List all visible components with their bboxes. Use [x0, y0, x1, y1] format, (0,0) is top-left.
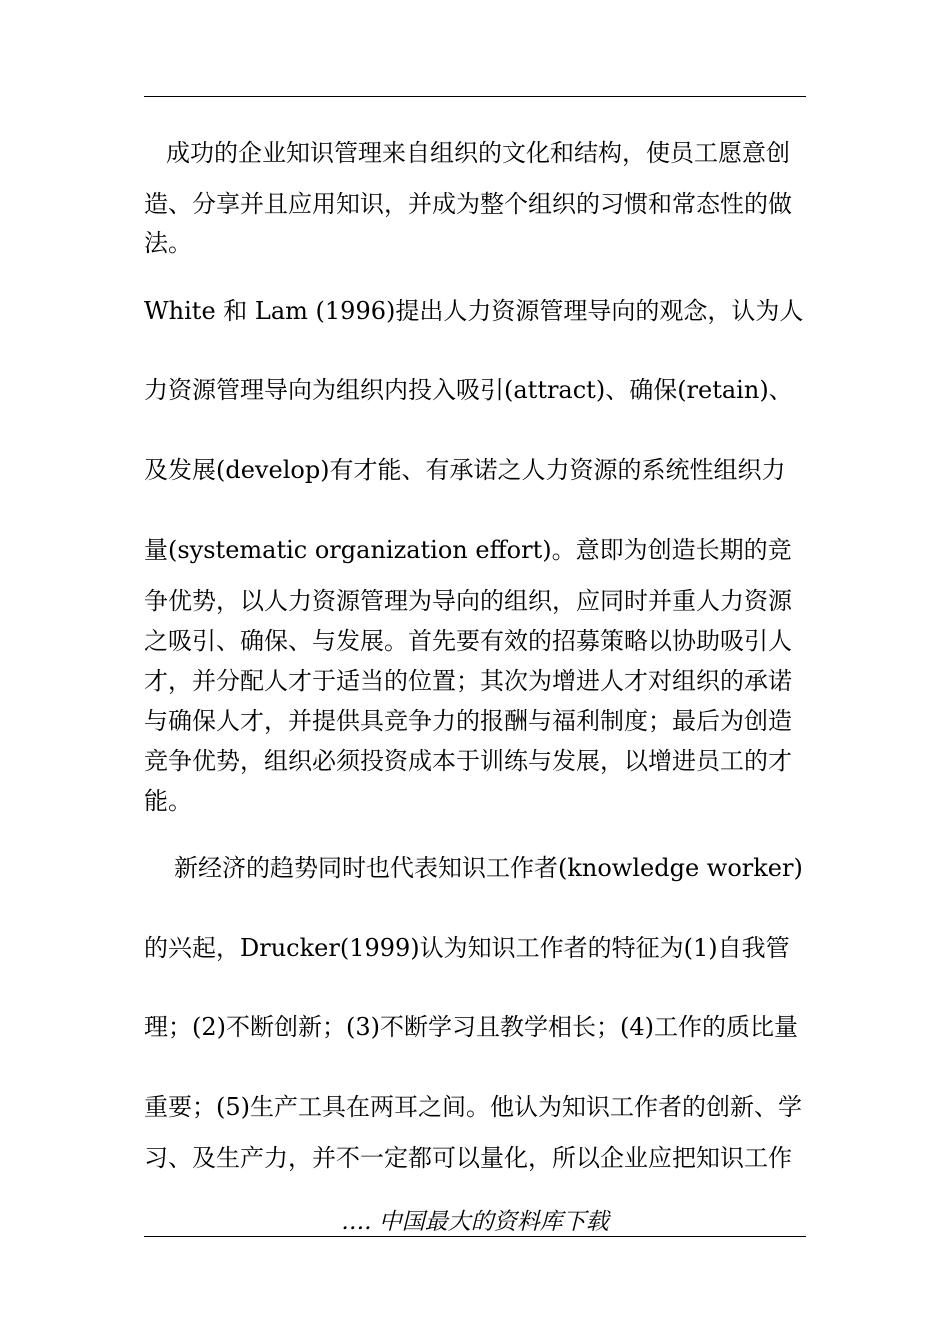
paragraph-3-line-2: 的兴起，Drucker(1999)认为知识工作者的特征为(1)自我管	[144, 934, 790, 962]
paragraph-1-line-2: 造、分享并且应用知识，并成为整个组织的习惯和常态性的做	[144, 190, 792, 218]
paragraph-1-line-3: 法。	[144, 229, 192, 257]
paragraph-2-line-9: 竞争优势，组织必须投资成本于训练与发展，以增进员工的才	[144, 747, 792, 775]
paragraph-2-line-2: 力资源管理导向为组织内投入吸引(attract)、确保(retain)、	[144, 376, 793, 404]
footer-rule	[144, 1236, 806, 1237]
paragraph-2-line-7: 才，并分配人才于适当的位置；其次为增进人才对组织的承诺	[144, 667, 792, 695]
paragraph-2-line-10: 能。	[144, 787, 192, 815]
paragraph-2-line-3: 及发展(develop)有才能、有承诺之人力资源的系统性组织力	[144, 456, 786, 484]
page-footer: …. 中国最大的资料库下载	[341, 1209, 609, 1235]
paragraph-3-line-1: 新经济的趋势同时也代表知识工作者(knowledge worker)	[174, 854, 803, 882]
paragraph-2-line-4: 量(systematic organization effort)。意即为创造长期的竞	[144, 536, 792, 564]
paragraph-1-line-1: 成功的企业知识管理来自组织的文化和结构，使员工愿意创	[166, 139, 790, 167]
paragraph-2-line-1: White 和 Lam (1996)提出人力资源管理导向的观念，认为人	[144, 297, 804, 325]
paragraph-3-line-3: 理；(2)不断创新；(3)不断学习且教学相长；(4)工作的质比量	[144, 1013, 798, 1041]
paragraph-3-line-5: 习、及生产力，并不一定都可以量化，所以企业应把知识工作	[144, 1144, 792, 1172]
paragraph-2-line-5: 争优势，以人力资源管理为导向的组织，应同时并重人力资源	[144, 587, 792, 615]
paragraph-3-line-4: 重要；(5)生产工具在两耳之间。他认为知识工作者的创新、学	[144, 1093, 802, 1121]
paragraph-2-line-8: 与确保人才，并提供具竞争力的报酬与福利制度；最后为创造	[144, 707, 792, 735]
paragraph-2-line-6: 之吸引、确保、与发展。首先要有效的招募策略以协助吸引人	[144, 627, 792, 655]
header-rule	[144, 96, 806, 97]
